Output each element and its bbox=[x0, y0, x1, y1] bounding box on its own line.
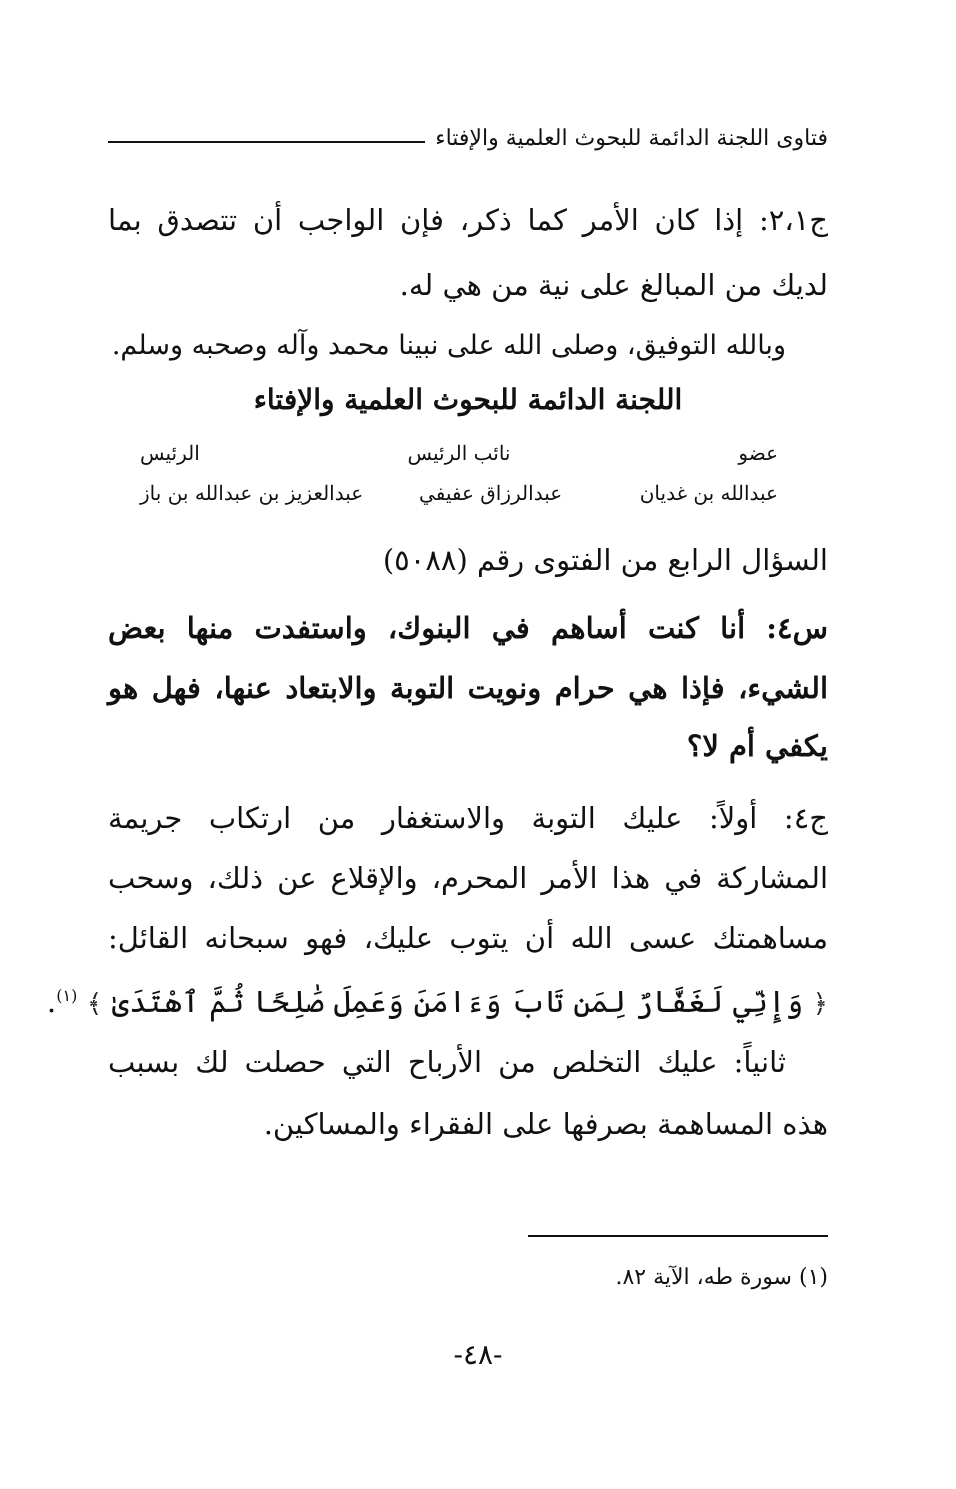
role-chairman: الرئيس bbox=[140, 441, 200, 465]
page-number: -٤٨- bbox=[453, 1338, 503, 1371]
footnote-marker: (١) bbox=[56, 986, 78, 1005]
answer-4-line-1: ج٤: أولاً: عليك التوبة والاستغفار من ارتكاب جريمة bbox=[108, 801, 828, 835]
role-member: عضو bbox=[738, 441, 778, 465]
answer-4-line-3: مساهمتك عسى الله أن يتوب عليك، فهو سبحانه القائل: bbox=[108, 921, 828, 955]
signature-roles-row bbox=[140, 438, 778, 468]
question-4-line-2: الشيء، فإذا هي حرام ونويت التوبة والابتعاد عنها، فهل هو bbox=[108, 671, 828, 705]
quran-verse-line bbox=[46, 974, 828, 1026]
question-4-line-3: يكفي أم لا؟ bbox=[686, 729, 828, 763]
name-member: عبدالله بن غديان bbox=[639, 481, 778, 505]
running-header bbox=[108, 118, 828, 158]
question-4-line-1: س٤: أنا كنت أساهم في البنوك، واستفدت منها بعض bbox=[108, 611, 828, 645]
quran-end-period: . bbox=[46, 985, 57, 1020]
role-vice-chairman: نائب الرئيس bbox=[407, 441, 511, 465]
closing-line: وبالله التوفيق، وصلى الله على نبينا محمد وآله وصحبه وسلم. bbox=[111, 330, 786, 361]
header-title: فتاوى اللجنة الدائمة للبحوث العلمية والإفتاء bbox=[435, 125, 828, 151]
name-chairman: عبدالعزيز بن عبدالله بن باز bbox=[140, 481, 364, 505]
header-rule bbox=[108, 141, 425, 143]
footnote-separator bbox=[528, 1235, 828, 1237]
answer-2-1-line-1: ج٢،١: إذا كان الأمر كما ذكر، فإن الواجب أن تتصدق بما bbox=[108, 203, 828, 237]
answer-4-line-2: المشاركة في هذا الأمر المحرم، والإقلاع عن ذلك، وسحب bbox=[108, 861, 828, 895]
question-heading: السؤال الرابع من الفتوى رقم (٥٠٨٨) bbox=[382, 543, 828, 577]
quran-verse: وَإِنِّي لَغَفَّارٌ لِمَن تَابَ وَءَامَنَ وَعَمِلَ صَٰلِحًا ثُمَّ ٱهْتَدَىٰ bbox=[111, 985, 804, 1020]
footnote: (١) سورة طه، الآية ٨٢. bbox=[615, 1265, 828, 1290]
committee-title: اللجنة الدائمة للبحوث العلمية والإفتاء bbox=[253, 383, 683, 416]
answer-2-1-line-2: لديك من المبالغ على نية من هي له. bbox=[399, 268, 828, 302]
name-vice-chairman: عبدالرزاق عفيفي bbox=[419, 481, 563, 505]
signature-names-row bbox=[140, 478, 778, 508]
answer-4-line-5: هذه المساهمة بصرفها على الفقراء والمساكين. bbox=[263, 1107, 828, 1141]
answer-4-line-4: ثانياً: عليك التخلص من الأرباح التي حصلت لك بسبب bbox=[108, 1045, 786, 1079]
quran-open-bracket: ﴿ bbox=[812, 989, 828, 1019]
quran-close-bracket: ﴾ bbox=[86, 989, 103, 1019]
